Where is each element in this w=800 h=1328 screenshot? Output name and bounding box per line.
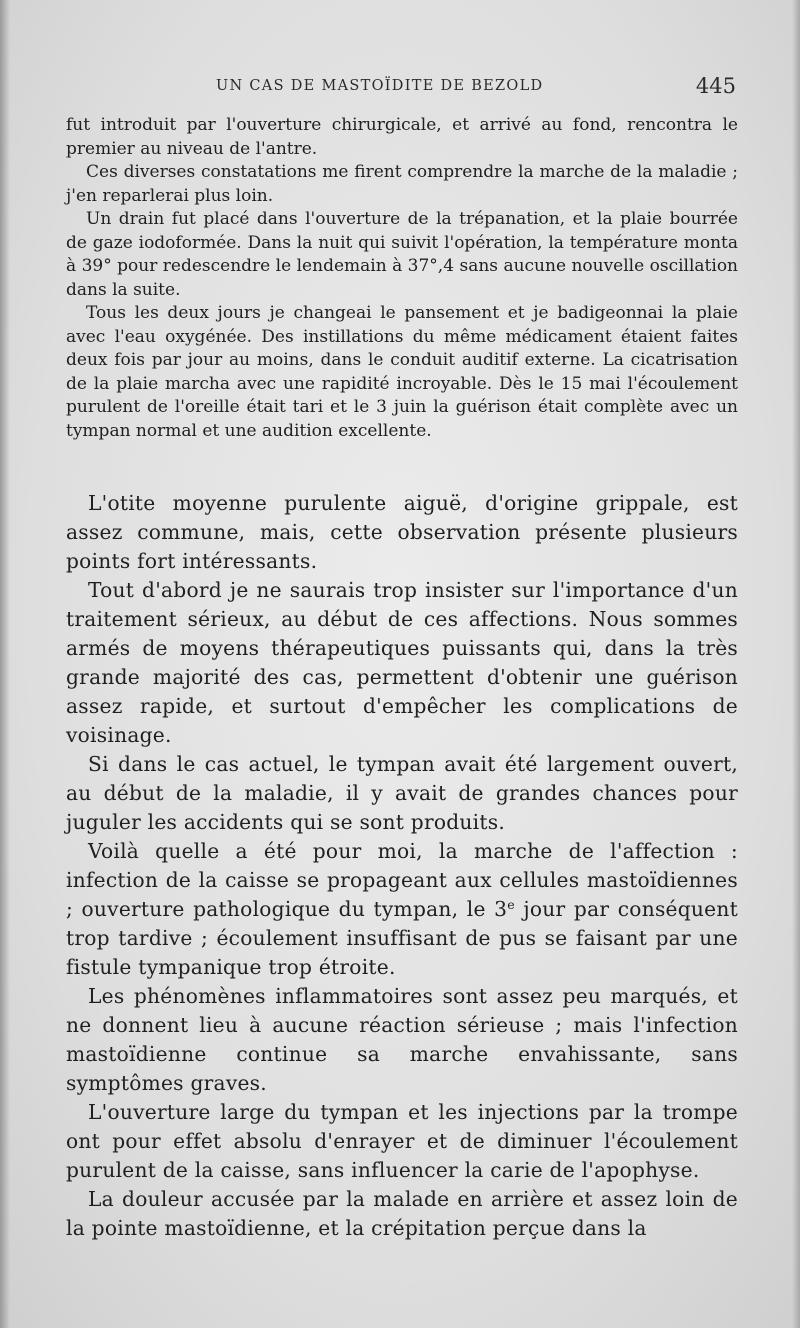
paragraph-text: Voilà quelle a été pour moi, la marche de l'affection : infection de la caisse se propageant aux cellules mastoïdiennes ; ouverture pathologique du tympan, le 3 [66, 839, 738, 921]
paragraph [66, 837, 738, 982]
paragraph: Un drain fut placé dans l'ouverture de la trépanation, et la plaie bourrée de gaze iodoformée. Dans la nuit qui suivit l'opération, la température monta à 39° pour redescendre le lendemain à 37°,4 sans aucune nouvelle oscillation dans la suite. [66, 209, 738, 300]
page-header [66, 74, 738, 102]
paragraph: Les phénomènes inflammatoires sont assez peu marqués, et ne donnent lieu à aucune réaction sérieuse ; mais l'infection mastoïdienne continue sa marche envahissante, sans symptômes graves. [66, 984, 738, 1095]
paragraph: Tous les deux jours je changeai le pansement et je badigeonnai la plaie avec l'eau oxygénée. Des instillations du même médicament étaient faites deux fois par jour au moins, dans le conduit auditif externe. La cicatrisation de la plaie marcha avec une rapidité incroyable. Dès le 15 mai l'écoulement purulent de l'oreille était tari et le 3 juin la guérison était complète avec un tympan normal et une audition excellente. [66, 303, 738, 441]
observation-text-small [66, 114, 738, 443]
ordinal-superscript: e [507, 897, 515, 913]
page-edge-shadow-left [0, 0, 10, 1328]
paragraph: fut introduit par l'ouverture chirurgicale, et arrivé au fond, rencontra le premier au niveau de l'antre. [66, 115, 738, 159]
page-number: 445 [695, 74, 736, 98]
paragraph: Tout d'abord je ne saurais trop insister sur l'importance d'un traitement sérieux, au début de ces affections. Nous sommes armés de moyens thérapeutiques puissants qui, dans la très grande majorité des cas, permettent d'obtenir une guérison assez rapide, et surtout d'empêcher les complications de voisinage. [66, 578, 738, 747]
paragraph-text: jour par conséquent trop tardive ; écoulement insuffisant de pus se faisant par une fistule tympanique trop étroite. [66, 897, 738, 979]
paragraph: L'otite moyenne purulente aiguë, d'origine grippale, est assez commune, mais, cette observation présente plusieurs points fort intéressants. [66, 491, 738, 573]
discussion-text [66, 489, 738, 1243]
paragraph: L'ouverture large du tympan et les injections par la trompe ont pour effet absolu d'enrayer et de diminuer l'écoulement purulent de la caisse, sans influencer la carie de l'apophyse. [66, 1100, 738, 1182]
paragraph: Ces diverses constatations me firent comprendre la marche de la maladie ; j'en reparlerai plus loin. [66, 162, 738, 206]
paragraph: Si dans le cas actuel, le tympan avait été largement ouvert, au début de la maladie, il y avait de grandes chances pour juguler les accidents qui se sont produits. [66, 752, 738, 834]
paragraph: La douleur accusée par la malade en arrière et assez loin de la pointe mastoïdienne, et la crépitation perçue dans la [66, 1187, 738, 1240]
running-title: UN CAS DE MASTOÏDITE DE BEZOLD [216, 78, 544, 94]
page-edge-shadow-right [792, 0, 800, 1328]
